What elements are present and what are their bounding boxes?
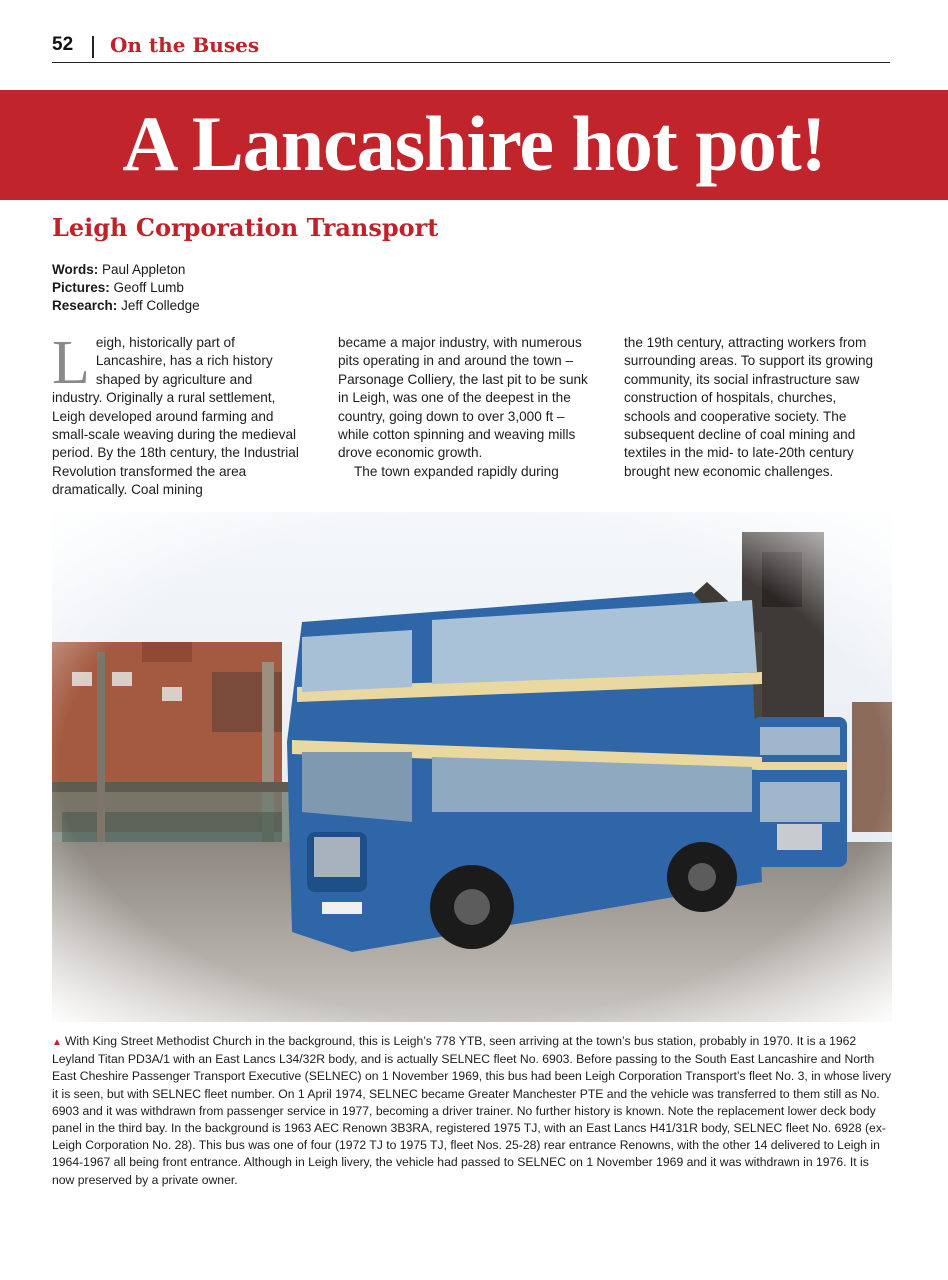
bus-photo-illustration [52,512,892,1022]
photo-vignette [52,512,892,1022]
credit-words: Words: Paul Appleton [52,262,186,277]
body-column-3 [624,334,874,481]
page-number: 52 [52,34,74,55]
photo-caption [52,1033,892,1189]
body-column-1 [52,329,302,500]
bus-photo [52,512,892,1022]
page-header [52,32,890,63]
article-subtitle: Leigh Corporation Transport [52,213,439,242]
column-2-paragraph-2: The town expanded rapidly during [354,463,559,479]
column-1-text: eigh, historically part of Lancashire, has a rich history shaped by agriculture and industry. Originally a rural settlement, Leigh developed around farming and small-scale weaving during the medieval period. By the 18th century, the Industrial Revolution transformed the area dramatically. Coal mining [52,335,299,498]
title-banner [0,90,948,200]
column-2-paragraph-1: became a major industry, with numerous pits operating in and around the town – Parsonage Colliery, the last pit to be sunk in Leigh, was one of the deepest in the country, going down to over 3,000 ft – while cotton spinning and weaving mills drove economic growth. [338,335,588,461]
section-title: On the Buses [110,33,260,57]
credit-pictures: Pictures: Geoff Lumb [52,280,184,295]
credit-research: Research: Jeff Colledge [52,298,200,313]
drop-cap: L [52,329,90,397]
caption-text: With King Street Methodist Church in the background, this is Leigh’s 778 YTB, seen arriving at the town’s bus station, probably in 1970. It is a 1962 Leyland Titan PD3A/1 with an East Lancs L34/32R body, and is actually SELNEC fleet No. 6903. Before passing to the South East Lancashire and North East Cheshire Passenger Transport Executive (SELNEC) on 1 November 1969, this bus had been Leigh Corporation Transport’s fleet No. 3, in whose livery it is seen, but with SELNEC fleet number. On 1 April 1974, SELNEC became Greater Manchester PTE and the vehicle was transferred to them still as No. 6903 and it was withdrawn from passenger service in 1977, becoming a driver trainer. No further history is known. Note the replacement lower deck body panel in the third bay. In the background is 1963 AEC Renown 3B3RA, registered 1975 TJ, with an East Lancs H41/31R body, SELNEC fleet No. 6928 (ex-Leigh Corporation No. 28). This bus was one of four (1972 TJ to 1975 TJ, fleet Nos. 25-28) rear entrance Renowns, with the other 14 delivered to Leigh in 1964-1967 all being front entrance. Although in Leigh livery, the vehicle had passed to SELNEC on 1 November 1969 and it was withdrawn in 1976. It is now preserved by a private owner. [52,1034,892,1187]
header-divider [92,36,94,58]
triangle-up-icon: ▲ [52,1037,62,1048]
body-column-2 [338,334,588,481]
article-title: A Lancashire hot pot! [122,100,826,187]
credits-block [52,261,200,315]
column-3-text: the 19th century, attracting workers from surrounding areas. To support its growing community, its social infrastructure saw construction of hospitals, churches, schools and cooperative society. The subsequent decline of coal mining and textiles in the mid- to late-20th century brought new economic challenges. [624,335,874,479]
